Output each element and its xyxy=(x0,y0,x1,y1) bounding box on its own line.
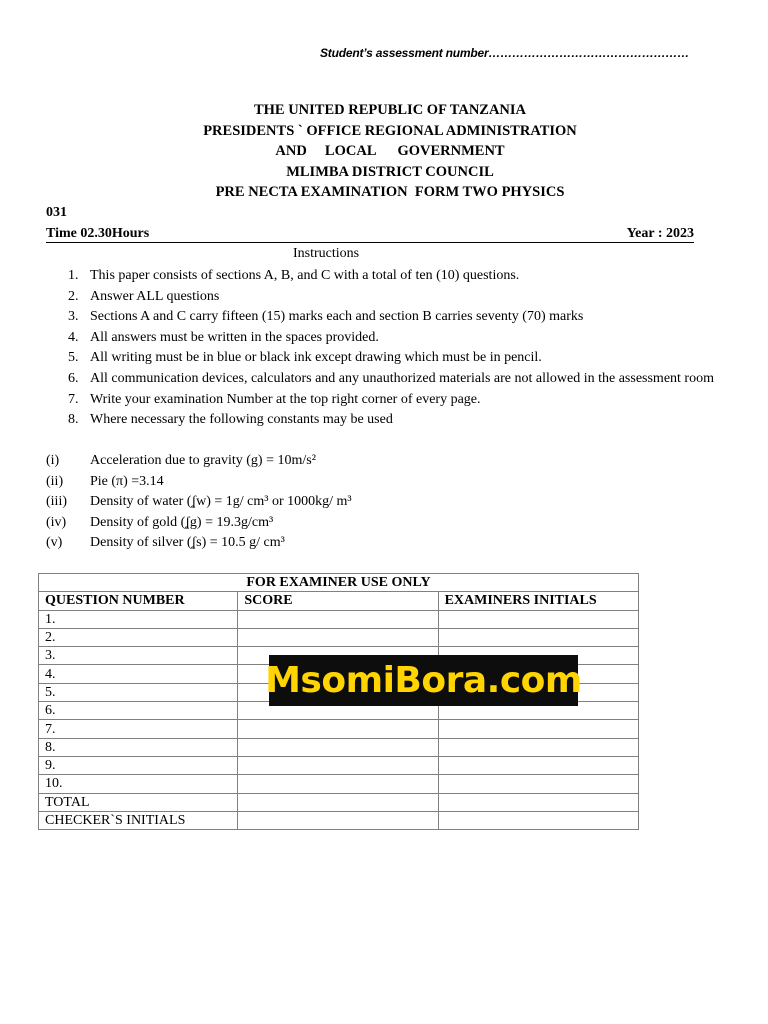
instruction-item xyxy=(46,266,736,287)
constant-number: (iii) xyxy=(46,494,67,510)
constant-item xyxy=(46,492,736,513)
score-cell[interactable] xyxy=(238,738,438,756)
instruction-number: 1. xyxy=(68,268,79,283)
instruction-number: 6. xyxy=(68,370,79,386)
table-row-checker xyxy=(39,811,639,829)
constant-number: (i) xyxy=(46,453,60,468)
constant-text: Density of gold (ʆg) = 19.3g/cm³ xyxy=(90,514,274,530)
header-question-number: QUESTION NUMBER xyxy=(39,592,238,610)
initials-cell[interactable] xyxy=(438,793,638,811)
paper-code: 031 xyxy=(46,205,67,220)
instruction-item xyxy=(46,287,736,308)
instruction-text: This paper consists of sections A, B, and C with a total of ten (10) questions. xyxy=(90,268,520,283)
instruction-item xyxy=(46,410,736,431)
header-examiners-initials: EXAMINERS INITIALS xyxy=(438,592,638,610)
constant-item xyxy=(46,533,736,554)
examiner-table-title: FOR EXAMINER USE ONLY xyxy=(39,574,639,592)
instruction-item xyxy=(46,348,736,369)
table-row xyxy=(39,775,639,793)
initials-cell[interactable] xyxy=(438,811,638,829)
instruction-number: 7. xyxy=(68,391,79,407)
msomibora-watermark-logo: MsomiBora.com xyxy=(269,655,578,706)
question-number-cell: 9. xyxy=(39,756,238,774)
question-number-cell: 1. xyxy=(39,610,238,628)
header-line-2: PRESIDENTS ` OFFICE REGIONAL ADMINISTRATION xyxy=(203,122,577,139)
constant-text: Acceleration due to gravity (g) = 10m/s² xyxy=(90,453,316,468)
exam-year: Year : 2023 xyxy=(626,226,694,241)
score-cell[interactable] xyxy=(238,756,438,774)
instruction-text: Where necessary the following constants may be used xyxy=(90,412,393,428)
question-number-cell: 5. xyxy=(39,683,238,701)
score-cell[interactable] xyxy=(238,610,438,628)
score-cell[interactable] xyxy=(238,775,438,793)
instruction-number: 8. xyxy=(68,412,79,428)
constant-number: (ii) xyxy=(46,473,64,489)
constants-list xyxy=(46,451,736,554)
instructions-list xyxy=(46,266,736,431)
question-number-cell: 7. xyxy=(39,720,238,738)
initials-cell[interactable] xyxy=(438,720,638,738)
instruction-text: All writing must be in blue or black ink except drawing which must be in pencil. xyxy=(90,350,542,366)
initials-cell[interactable] xyxy=(438,610,638,628)
question-number-cell: 3. xyxy=(39,647,238,665)
constant-text: Density of water (ʆw) = 1g/ cm³ or 1000kg/ m³ xyxy=(90,494,352,510)
table-row xyxy=(39,610,639,628)
instruction-item xyxy=(46,307,736,328)
instruction-item xyxy=(46,369,736,390)
header-line-3: AND LOCAL GOVERNMENT xyxy=(275,143,505,159)
instruction-text: Sections A and C carry fifteen (15) marks each and section B carries seventy (70) marks xyxy=(90,309,584,325)
table-row xyxy=(39,720,639,738)
instruction-text: All answers must be written in the spaces provided. xyxy=(90,329,379,345)
exam-header xyxy=(190,100,590,203)
score-cell[interactable] xyxy=(238,793,438,811)
table-row xyxy=(39,756,639,774)
constant-item xyxy=(46,472,736,493)
table-row-total xyxy=(39,793,639,811)
header-score: SCORE xyxy=(238,592,438,610)
instruction-text: All communication devices, calculators and any unauthorized materials are not allowed in the assessment room xyxy=(90,370,714,386)
checker-label-cell: CHECKER`S INITIALS xyxy=(39,811,238,829)
instruction-number: 2. xyxy=(68,288,79,304)
score-cell[interactable] xyxy=(238,628,438,646)
table-row xyxy=(39,738,639,756)
instruction-number: 5. xyxy=(68,350,79,366)
question-number-cell: 4. xyxy=(39,665,238,683)
header-line-1: THE UNITED REPUBLIC OF TANZANIA xyxy=(253,102,527,118)
instruction-text: Write your examination Number at the top right corner of every page. xyxy=(90,391,481,407)
exam-time: Time 02.30Hours xyxy=(46,226,150,241)
question-number-cell: 2. xyxy=(39,628,238,646)
initials-cell[interactable] xyxy=(438,775,638,793)
question-number-cell: 6. xyxy=(39,702,238,720)
instruction-number: 4. xyxy=(68,329,79,345)
instructions-title: Instructions xyxy=(293,246,360,261)
total-label-cell: TOTAL xyxy=(39,793,238,811)
constant-number: (iv) xyxy=(46,514,67,530)
time-year-row xyxy=(46,226,694,243)
initials-cell[interactable] xyxy=(438,738,638,756)
constant-item xyxy=(46,451,736,472)
header-line-5: PRE NECTA EXAMINATION FORM TWO PHYSICS xyxy=(215,184,565,200)
initials-cell[interactable] xyxy=(438,756,638,774)
question-number-cell: 8. xyxy=(39,738,238,756)
initials-cell[interactable] xyxy=(438,628,638,646)
constant-item xyxy=(46,513,736,534)
assessment-number-line: Student’s assessment number…………………………………………… xyxy=(320,46,690,60)
header-line-4: MLIMBA DISTRICT COUNCIL xyxy=(286,163,494,180)
instruction-text: Answer ALL questions xyxy=(90,288,220,304)
constant-text: Density of silver (ʆs) = 10.5 g/ cm³ xyxy=(90,535,285,551)
instruction-item xyxy=(46,390,736,411)
table-row xyxy=(39,628,639,646)
constant-number: (v) xyxy=(46,535,63,551)
instruction-number: 3. xyxy=(68,309,79,325)
question-number-cell: 10. xyxy=(39,775,238,793)
score-cell[interactable] xyxy=(238,811,438,829)
score-cell[interactable] xyxy=(238,720,438,738)
constant-text: Pie (π) =3.14 xyxy=(90,473,164,489)
instruction-item xyxy=(46,328,736,349)
